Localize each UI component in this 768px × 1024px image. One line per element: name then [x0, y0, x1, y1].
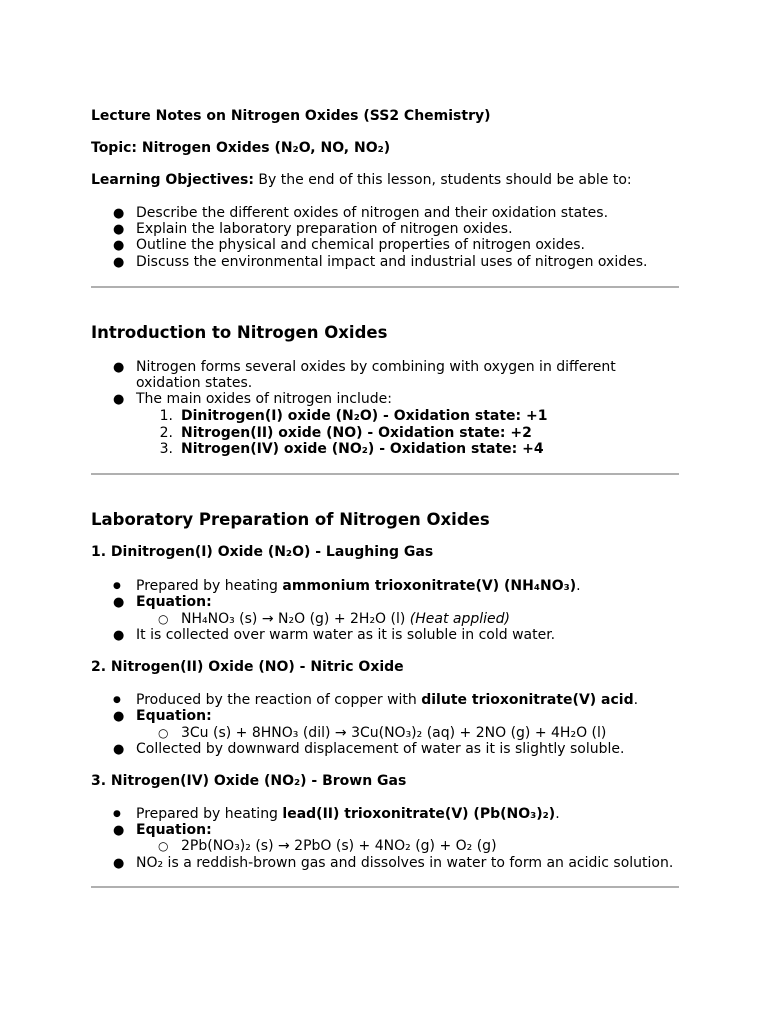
preparation-line — [136, 692, 638, 709]
bullet-icon: ● — [113, 856, 125, 871]
oxide-item: Nitrogen(IV) oxide (NO₂) - Oxidation state: +4 — [181, 441, 544, 457]
prep-suffix: . — [633, 692, 639, 708]
bullet-icon: ● — [113, 628, 125, 643]
equation — [181, 611, 510, 628]
bullet-icon: ● — [113, 823, 125, 838]
bullet-icon: ● — [113, 392, 125, 407]
bullet-icon: ● — [113, 595, 125, 610]
collection-line: NO₂ is a reddish-brown gas and dissolves in water to form an acidic solution. — [136, 855, 674, 871]
circle-bullet-icon: ○ — [158, 726, 169, 740]
subsection-heading: 3. Nitrogen(IV) Oxide (NO₂) - Brown Gas — [91, 773, 407, 789]
equation-label: Equation: — [136, 822, 212, 838]
section-divider — [91, 886, 679, 888]
prep-reagent: ammonium trioxonitrate(V) (NH₄NO₃) — [282, 578, 577, 594]
lab-heading: Laboratory Preparation of Nitrogen Oxides — [91, 510, 490, 529]
intro-bullet-line: The main oxides of nitrogen include: — [136, 391, 392, 407]
prep-prefix: Prepared by heating — [136, 578, 283, 594]
collection-line: It is collected over warm water as it is soluble in cold water. — [136, 627, 556, 643]
subsection-heading: 1. Dinitrogen(I) Oxide (N₂O) - Laughing Gas — [91, 544, 434, 560]
list-number: 3. — [159, 441, 173, 457]
bullet-icon: ● — [113, 255, 125, 270]
equation-text: NH₄NO₃ (s) → N₂O (g) + 2H₂O (l) — [181, 611, 410, 627]
prep-prefix: Prepared by heating — [136, 806, 283, 822]
bullet-icon: ● — [113, 238, 125, 253]
intro-bullet-line: oxidation states. — [136, 375, 253, 391]
equation-note: (Heat applied) — [409, 611, 511, 627]
topic-line: Topic: Nitrogen Oxides (N₂O, NO, NO₂) — [91, 140, 391, 156]
small-bullet-icon: ● — [113, 809, 121, 819]
intro-bullet-line: Nitrogen forms several oxides by combining with oxygen in different — [136, 359, 616, 375]
objective-item: Explain the laboratory preparation of nitrogen oxides. — [136, 221, 513, 237]
section-divider — [91, 286, 679, 288]
oxide-item: Nitrogen(II) oxide (NO) - Oxidation state: +2 — [181, 425, 532, 441]
equation: 3Cu (s) + 8HNO₃ (dil) → 3Cu(NO₃)₂ (aq) + 2NO (g) + 4H₂O (l) — [181, 725, 607, 741]
preparation-line — [136, 578, 581, 595]
objectives-intro: By the end of this lesson, students should be able to: — [258, 172, 632, 188]
bullet-icon: ● — [113, 206, 125, 221]
intro-heading: Introduction to Nitrogen Oxides — [91, 323, 388, 342]
document-title: Lecture Notes on Nitrogen Oxides (SS2 Chemistry) — [91, 108, 491, 124]
bullet-icon: ● — [113, 222, 125, 237]
subsection-heading: 2. Nitrogen(II) Oxide (NO) - Nitric Oxide — [91, 659, 404, 675]
prep-reagent: lead(II) trioxonitrate(V) (Pb(NO₃)₂) — [282, 806, 556, 822]
objectives-label: Learning Objectives: — [91, 172, 254, 188]
bullet-icon: ● — [113, 709, 125, 724]
circle-bullet-icon: ○ — [158, 839, 169, 853]
oxide-item: Dinitrogen(I) oxide (N₂O) - Oxidation state: +1 — [181, 408, 548, 424]
list-number: 2. — [159, 425, 173, 441]
prep-suffix: . — [576, 578, 581, 594]
equation: 2Pb(NO₃)₂ (s) → 2PbO (s) + 4NO₂ (g) + O₂ (g) — [181, 838, 497, 854]
collection-line: Collected by downward displacement of water as it is slightly soluble. — [136, 741, 625, 757]
small-bullet-icon: ● — [113, 695, 121, 705]
objective-item: Outline the physical and chemical properties of nitrogen oxides. — [136, 237, 585, 253]
learning-objectives — [91, 172, 632, 189]
prep-reagent: dilute trioxonitrate(V) acid — [421, 692, 634, 708]
bullet-icon: ● — [113, 742, 125, 757]
objective-item: Describe the different oxides of nitrogen and their oxidation states. — [136, 205, 609, 221]
list-number: 1. — [159, 408, 173, 424]
equation-label: Equation: — [136, 594, 212, 610]
bullet-icon: ● — [113, 360, 125, 375]
prep-prefix: Produced by the reaction of copper with — [136, 692, 422, 708]
section-divider — [91, 473, 679, 475]
objective-item: Discuss the environmental impact and industrial uses of nitrogen oxides. — [136, 254, 648, 270]
equation-label: Equation: — [136, 708, 212, 724]
prep-suffix: . — [555, 806, 560, 822]
circle-bullet-icon: ○ — [158, 612, 169, 626]
preparation-line — [136, 806, 560, 823]
small-bullet-icon: ● — [113, 581, 121, 591]
